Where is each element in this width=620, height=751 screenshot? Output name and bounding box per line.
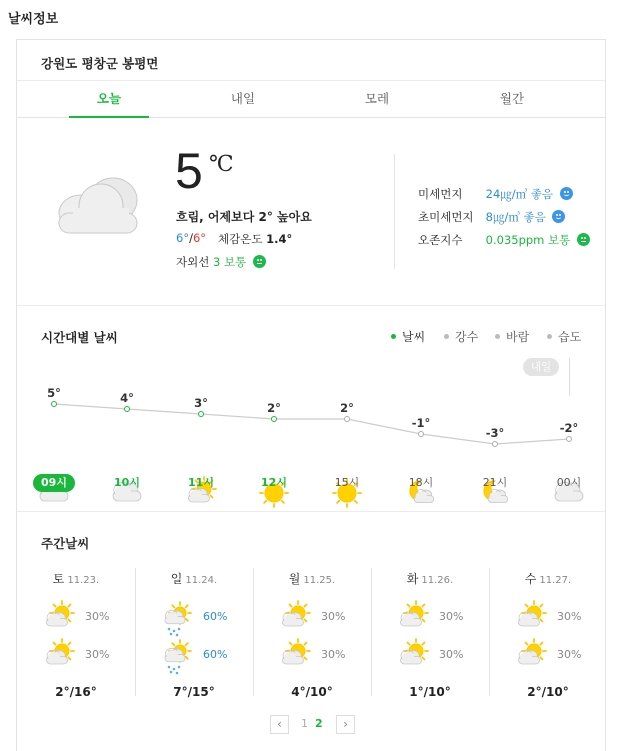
weekly-min-max: 4°/10° xyxy=(291,685,333,699)
time-label: 15시 xyxy=(334,476,360,489)
cloud-icon xyxy=(51,168,143,238)
weekly-day-label xyxy=(17,570,135,587)
weekly-icons xyxy=(157,592,217,682)
weather-card xyxy=(16,39,606,751)
weekday: 토 xyxy=(52,572,65,586)
tab-today[interactable]: 오늘 xyxy=(69,81,149,118)
sun-cloud-icon xyxy=(283,601,311,626)
max-temp: 6° xyxy=(192,231,207,245)
weekly-date: 11.25. xyxy=(303,575,336,586)
weekly-title: 주간날씨 xyxy=(41,536,90,551)
uv-value: 3 보통 xyxy=(212,255,247,269)
weekly-day-label xyxy=(489,570,607,587)
uv-label: 자외선 xyxy=(176,255,210,269)
ozone-row[interactable] xyxy=(418,232,590,248)
temperature-point xyxy=(345,417,350,422)
weekly-day-label xyxy=(135,570,253,587)
weekly-day-column[interactable] xyxy=(489,564,607,704)
tab-monthly[interactable]: 월간 xyxy=(499,91,525,106)
pm-precip-chance: 60% xyxy=(203,648,228,661)
weekly-min-max: 1°/10° xyxy=(409,685,451,699)
fine-dust-label: 미세먼지 xyxy=(418,187,463,201)
temperature-label: 5° xyxy=(47,386,61,400)
section-divider xyxy=(17,511,605,512)
am-precip-chance: 30% xyxy=(85,610,110,623)
pm-precip-chance: 30% xyxy=(85,648,110,661)
time-label: 10시 xyxy=(114,476,140,489)
column-divider xyxy=(489,568,490,696)
legend-wind-label: 바람 xyxy=(506,330,530,344)
column-divider xyxy=(371,568,372,696)
day-tabs xyxy=(17,80,605,118)
tomorrow-badge: 내일 xyxy=(523,358,559,376)
temperature-point xyxy=(272,417,277,422)
time-label: 21시 xyxy=(482,476,508,489)
feels-like xyxy=(218,231,292,247)
sun-cloud-icon xyxy=(47,639,75,664)
legend-precipitation[interactable] xyxy=(444,328,478,345)
weekly-day-label xyxy=(253,570,371,587)
weekly-min-max: 2°/16° xyxy=(55,685,97,699)
time-label: 09시 xyxy=(33,474,75,492)
pm-precip-chance: 30% xyxy=(321,648,346,661)
time-label: 18시 xyxy=(408,476,434,489)
time-label: 12시 xyxy=(261,476,287,489)
weather-description: 흐림, 어제보다 2° 높아요 xyxy=(176,210,312,224)
sun-cloud-icon xyxy=(283,639,311,664)
sun-cloud-icon xyxy=(47,601,75,626)
weekly-min-max: 2°/10° xyxy=(527,685,569,699)
hourly-title: 시간대별 날씨 xyxy=(41,330,118,345)
weekly-day-label xyxy=(371,570,489,587)
fine-dust-value: 24㎍/㎥ 좋음 xyxy=(485,187,554,201)
am-precip-chance: 30% xyxy=(321,610,346,623)
ozone-label: 오존지수 xyxy=(418,233,463,247)
neutral-face-icon xyxy=(577,233,590,246)
weekly-icons xyxy=(393,592,453,682)
feels-like-label: 체감온도 xyxy=(218,232,263,246)
min-max-separator: / xyxy=(189,231,193,245)
weekly-day-column[interactable] xyxy=(253,564,371,704)
temperature-point xyxy=(125,407,130,412)
temperature-label: -1° xyxy=(411,416,431,430)
weekly-date: 11.24. xyxy=(185,575,218,586)
weekly-icons xyxy=(39,592,99,682)
pm-precip-chance: 30% xyxy=(439,648,464,661)
time-label: 00시 xyxy=(556,476,582,489)
weekly-icons xyxy=(275,592,335,682)
temperature-label: -2° xyxy=(559,421,579,435)
smile-face-icon xyxy=(560,187,573,200)
column-divider xyxy=(135,568,136,696)
rain-sun-icon xyxy=(165,602,191,636)
divider xyxy=(394,154,395,269)
weekly-icons xyxy=(511,592,571,682)
sun-cloud-icon xyxy=(519,601,547,626)
ultrafine-dust-row[interactable] xyxy=(418,209,565,225)
temperature-label: 3° xyxy=(194,396,208,410)
am-precip-chance: 60% xyxy=(203,610,228,623)
page-2[interactable]: 2 xyxy=(315,717,323,730)
temperature-point xyxy=(199,412,204,417)
fine-dust-row[interactable] xyxy=(418,186,573,202)
weekly-day-column[interactable] xyxy=(135,564,253,704)
temperature-point xyxy=(567,437,572,442)
weekly-date: 11.26. xyxy=(421,575,454,586)
prev-page-button[interactable]: ‹ xyxy=(270,715,289,734)
weekday: 일 xyxy=(170,572,183,586)
temperature-label: 4° xyxy=(120,391,134,405)
weekday: 월 xyxy=(288,572,301,586)
legend-humidity-label: 습도 xyxy=(558,330,582,344)
tab-day-after[interactable]: 모레 xyxy=(364,91,390,106)
temperature-point xyxy=(52,402,57,407)
pm-precip-chance: 30% xyxy=(557,648,582,661)
tab-tomorrow[interactable]: 내일 xyxy=(230,91,256,106)
weekly-min-max: 7°/15° xyxy=(173,685,215,699)
weekly-date: 11.23. xyxy=(67,575,100,586)
sun-cloud-icon xyxy=(401,639,429,664)
temperature-label: -3° xyxy=(485,426,505,440)
page-title: 날씨정보 xyxy=(8,12,59,27)
weekly-date: 11.27. xyxy=(539,575,572,586)
ozone-value: 0.035ppm 보통 xyxy=(485,233,571,247)
weekday: 화 xyxy=(406,572,419,586)
feels-like-value: 1.4° xyxy=(266,232,293,246)
legend-precipitation-label: 강수 xyxy=(455,330,479,344)
location-title: 강원도 평창군 봉평면 xyxy=(41,56,159,71)
am-precip-chance: 30% xyxy=(557,610,582,623)
temperature-label: 2° xyxy=(340,401,354,415)
temperature-point xyxy=(419,432,424,437)
column-divider xyxy=(253,568,254,696)
ultrafine-dust-label: 초미세먼지 xyxy=(418,210,474,224)
min-temp: 6° xyxy=(176,231,190,245)
sun-cloud-icon xyxy=(401,601,429,626)
legend-wind[interactable] xyxy=(495,328,529,345)
min-max-temperature xyxy=(176,231,206,245)
time-label: 11시 xyxy=(188,476,214,489)
smile-face-icon xyxy=(552,210,565,223)
next-page-button[interactable]: › xyxy=(336,715,355,734)
ultrafine-dust-value: 8㎍/㎥ 좋음 xyxy=(485,210,546,224)
uv-index xyxy=(176,254,266,270)
page-1[interactable]: 1 xyxy=(301,717,308,730)
weekly-day-column[interactable] xyxy=(371,564,489,704)
weekly-day-column[interactable] xyxy=(17,564,135,704)
current-temperature: 5 xyxy=(175,143,203,199)
legend-humidity[interactable] xyxy=(547,328,581,345)
neutral-face-icon xyxy=(253,255,266,268)
temperature-unit: ℃ xyxy=(209,152,234,177)
rain-sun-icon xyxy=(165,640,191,674)
hourly-chart xyxy=(17,380,607,510)
weekday: 수 xyxy=(524,572,537,586)
temperature-label: 2° xyxy=(267,401,281,415)
sun-cloud-icon xyxy=(519,639,547,664)
legend-weather[interactable] xyxy=(391,328,425,345)
temperature-point xyxy=(493,442,498,447)
am-precip-chance: 30% xyxy=(439,610,464,623)
legend-weather-label: 날씨 xyxy=(402,330,426,344)
current-weather xyxy=(17,118,605,306)
